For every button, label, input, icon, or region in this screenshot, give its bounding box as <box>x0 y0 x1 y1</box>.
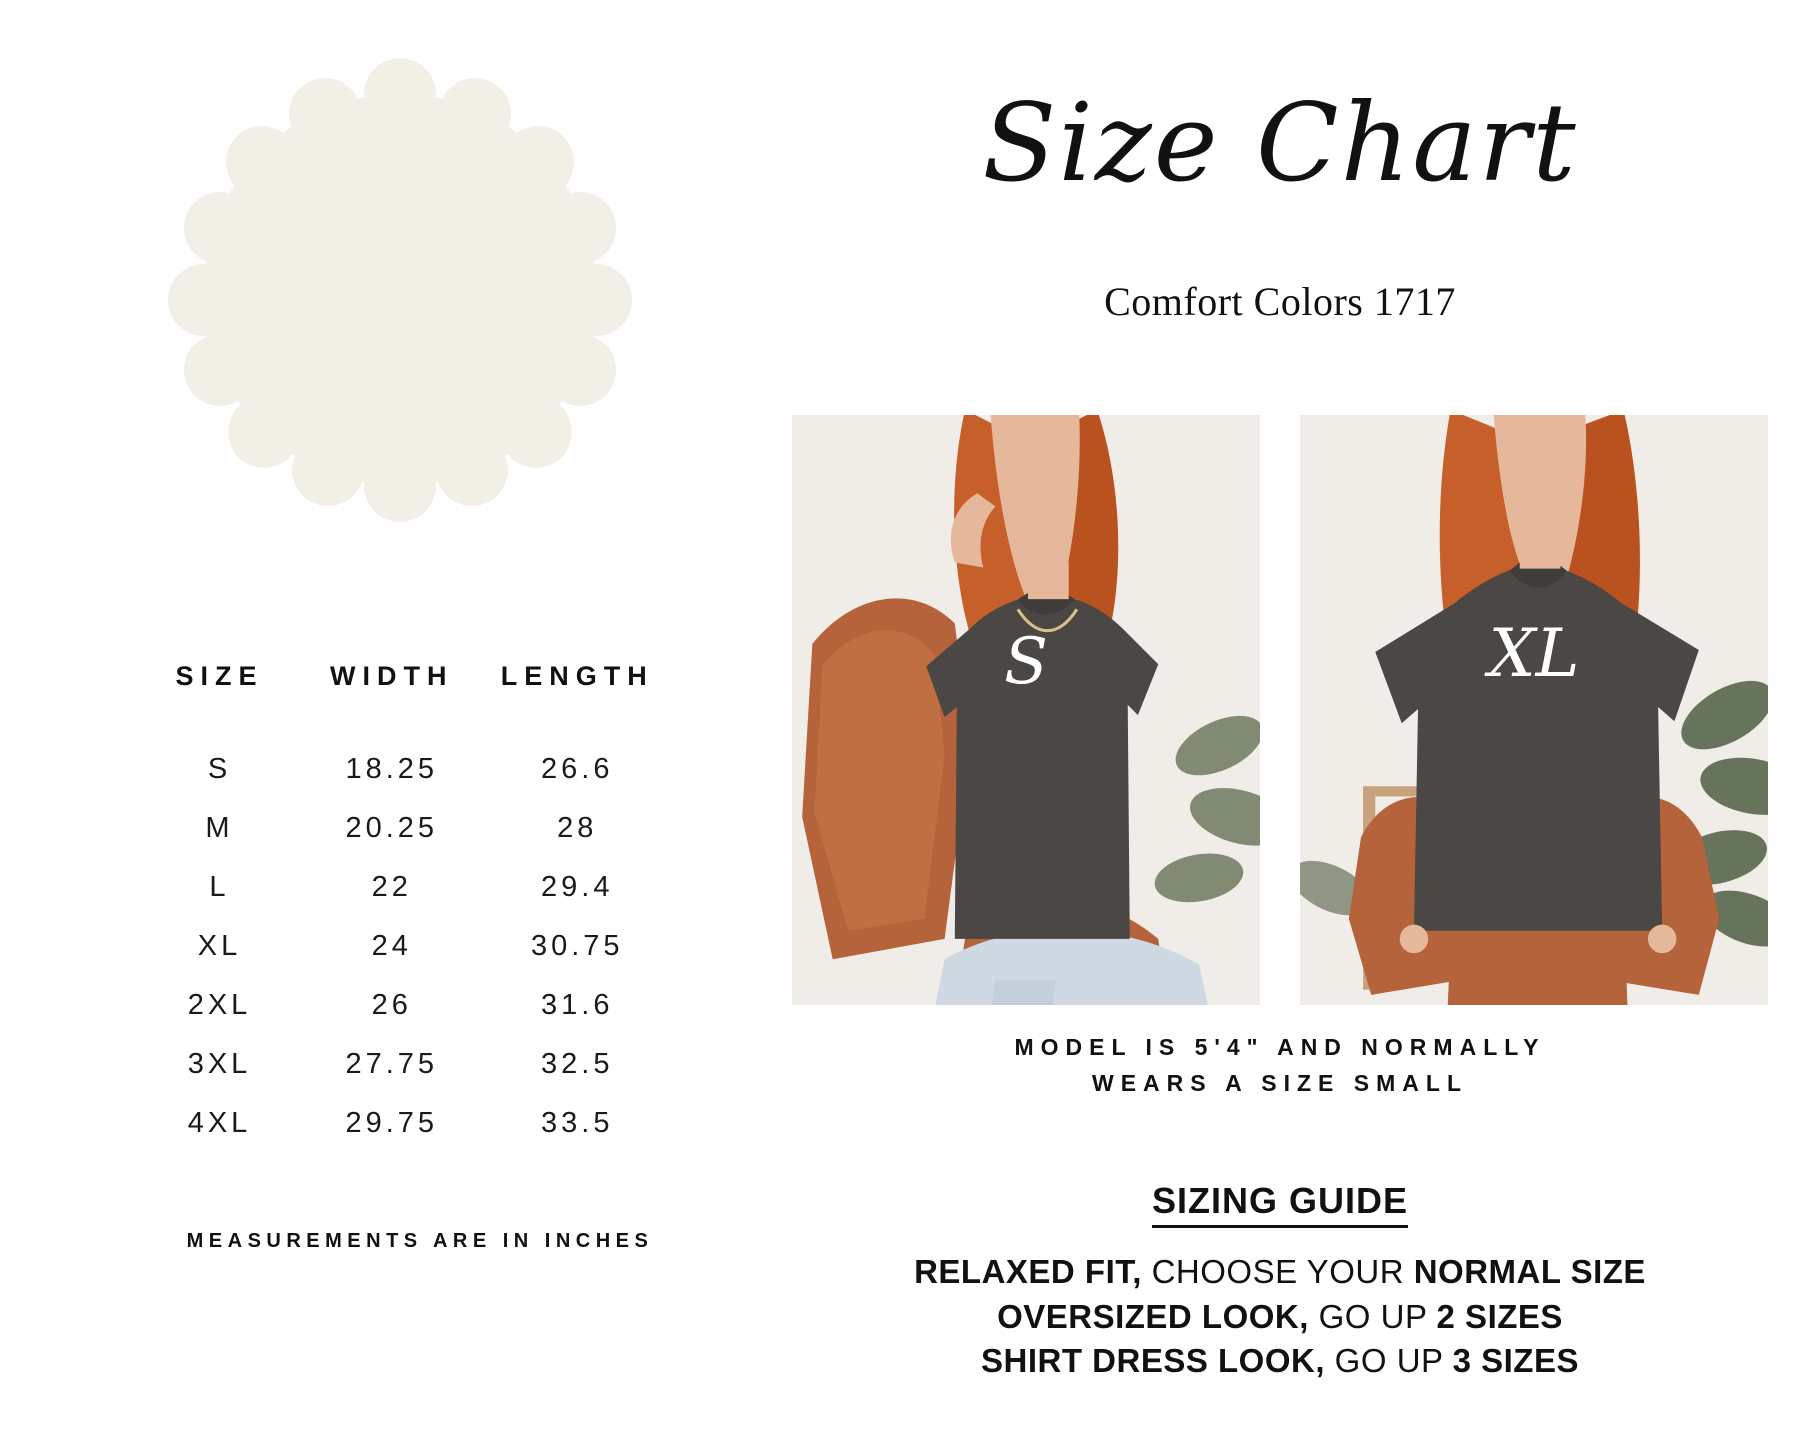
table-row <box>140 858 670 917</box>
guide-line-1-bold-end: NORMAL SIZE <box>1413 1253 1646 1290</box>
sizing-guide-heading-text: SIZING GUIDE <box>1152 1180 1408 1228</box>
cell-size: XL <box>197 930 242 962</box>
size-table-block <box>140 660 670 1153</box>
sizing-guide-line <box>760 1295 1800 1340</box>
cell-size: M <box>205 812 234 844</box>
sizing-guide-lines <box>760 1250 1800 1384</box>
size-table <box>140 660 670 1153</box>
table-row <box>140 799 670 858</box>
photo-size-small <box>792 415 1260 1005</box>
cell-length: 28 <box>557 812 598 844</box>
guide-line-2-regular: GO UP <box>1308 1297 1437 1335</box>
guide-line-1-regular: CHOOSE YOUR <box>1141 1253 1414 1290</box>
cell-width: 24 <box>371 930 412 962</box>
sizing-guide-line <box>760 1250 1800 1295</box>
table-row <box>140 917 670 976</box>
cell-width: 27.75 <box>345 1048 439 1080</box>
photo-size-xl <box>1300 415 1768 1005</box>
guide-line-1-bold-start: RELAXED FIT, <box>914 1253 1142 1290</box>
cell-length: 26.6 <box>541 753 614 785</box>
table-row <box>140 1094 670 1153</box>
cell-size: 3XL <box>187 1048 252 1080</box>
model-caption-line-1: MODEL IS 5'4" AND NORMALLY <box>1014 1034 1546 1060</box>
guide-line-2-bold-end: 2 SIZES <box>1436 1297 1563 1335</box>
cell-size: L <box>209 871 230 903</box>
cell-width: 26 <box>371 989 412 1021</box>
guide-line-3-bold-start: SHIRT DRESS LOOK, <box>980 1342 1326 1380</box>
cell-length: 30.75 <box>530 930 624 962</box>
cell-size: 4XL <box>187 1107 252 1139</box>
cell-width: 18.25 <box>345 753 439 785</box>
sizing-guide-heading <box>760 1180 1800 1222</box>
cell-size: S <box>207 753 232 785</box>
table-row <box>140 976 670 1035</box>
decorative-scalloped-blob <box>160 50 640 530</box>
sizing-guide-line <box>760 1339 1800 1384</box>
model-caption <box>800 1030 1760 1101</box>
shirt-size-label-xl: XL <box>1488 615 1580 692</box>
header-size: SIZE <box>175 661 264 691</box>
left-column <box>0 0 760 1440</box>
cell-length: 31.6 <box>541 989 614 1021</box>
model-caption-line-2: WEARS A SIZE SMALL <box>1091 1069 1468 1096</box>
cell-size: 2XL <box>187 989 252 1021</box>
right-column <box>760 0 1800 1440</box>
header-width: WIDTH <box>330 661 454 691</box>
cell-width: 20.25 <box>345 812 439 844</box>
table-row <box>140 1035 670 1094</box>
photo-row <box>760 415 1800 1005</box>
page-title: Size Chart <box>982 81 1578 206</box>
shirt-size-label-small: S <box>1004 625 1048 699</box>
page-subtitle: Comfort Colors 1717 <box>1104 279 1456 324</box>
guide-line-3-regular: GO UP <box>1325 1342 1453 1380</box>
cell-width: 29.75 <box>345 1107 439 1139</box>
guide-line-2-bold-start: OVERSIZED LOOK, <box>997 1297 1309 1335</box>
measurements-note: MEASUREMENTS ARE IN INCHES <box>186 1230 654 1252</box>
cell-length: 29.4 <box>541 871 614 903</box>
cell-length: 33.5 <box>541 1107 614 1139</box>
table-header-row <box>140 660 670 740</box>
guide-line-3-bold-end: 3 SIZES <box>1452 1342 1579 1380</box>
table-row <box>140 740 670 799</box>
cell-width: 22 <box>371 871 412 903</box>
header-length: LENGTH <box>500 661 654 691</box>
cell-length: 32.5 <box>541 1048 614 1080</box>
